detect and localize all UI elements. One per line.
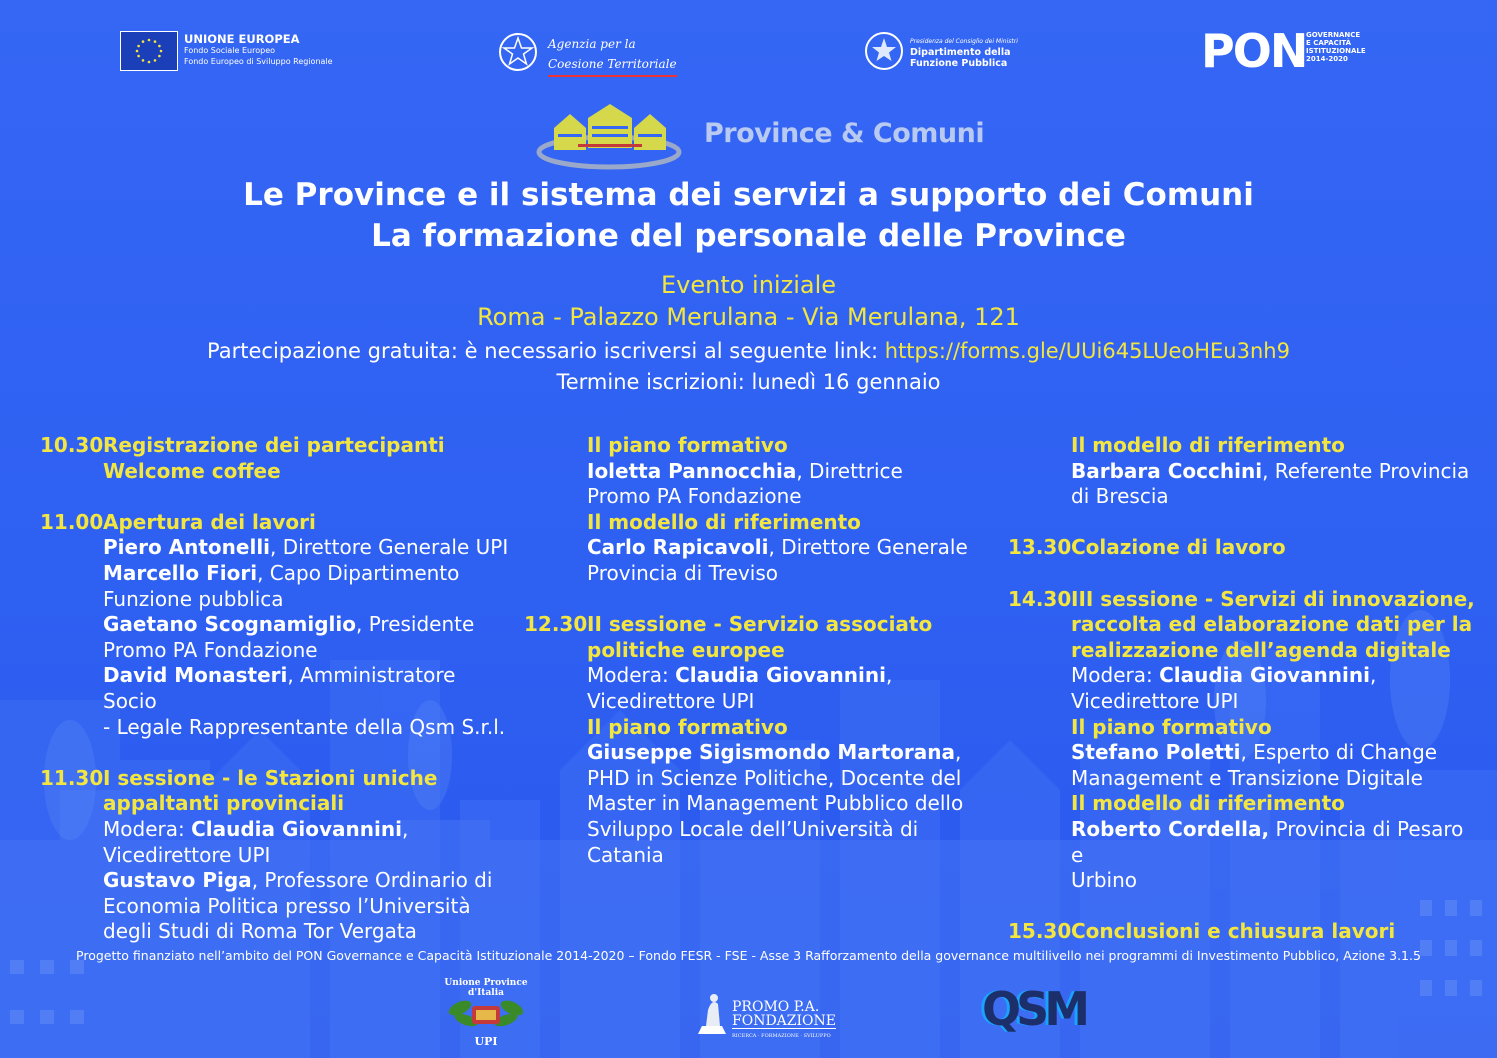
speaker-name: Gaetano Scognamiglio [103,612,356,637]
speaker-role: , Referente Provincia [1262,458,1470,483]
speaker-role: Provincia di Pesaro e [1071,816,1464,867]
speaker-role: Economia Politica presso l’Università [103,893,471,918]
speaker [103,663,510,714]
eu-logo-text [184,33,333,67]
time-label: 12.30 [524,612,588,637]
moderator [1071,663,1478,689]
dfp-line1: Dipartimento della [910,47,1011,58]
speaker [1071,740,1478,766]
session-title: I sessione - le Stazioni uniche [103,765,438,790]
promo-line3: RICERCA · FORMAZIONE · SVILUPPO [732,1033,831,1039]
eu-line1: Fondo Sociale Europeo [184,46,276,55]
time-label: 11.30 [40,765,104,790]
comma: , [401,816,409,841]
event-label: Evento iniziale [660,271,837,299]
speaker [1071,459,1478,485]
speaker-role: Sviluppo Locale dell’Università di [587,816,919,841]
session-title: II sessione - Servizio associato [587,612,933,637]
speaker-role: Provincia di Treviso [587,560,778,585]
upi-emblem-icon [446,990,526,1034]
program-block-1100 [40,510,510,740]
speaker [103,868,510,894]
moderator [587,663,984,689]
speaker [587,535,984,561]
session-title: appaltanti provinciali [103,791,345,816]
program-block-1430 [1008,587,1478,894]
session-title: Colazione di lavoro [1071,535,1286,560]
dfp-line2: Funzione Pubblica [910,58,1008,69]
comma: , [954,740,962,765]
time-label: 15.30 [1008,919,1072,944]
session-title: Apertura dei lavori [103,509,316,534]
speaker-role: Promo PA Fondazione [587,484,802,509]
dfp-logo-text [910,36,1018,69]
project-name: Province & Comuni [704,118,985,149]
speaker-name: Piero Antonelli [103,535,271,560]
session-title: Welcome coffee [103,458,281,483]
pon-subtitle [1306,31,1366,63]
speaker [103,612,510,638]
speaker-role: - Legale Rappresentante della Qsm S.r.l. [103,714,506,739]
speaker-role: , Direttore Generale UPI [270,535,509,560]
speaker-role: PHD in Scienze Politiche, Docente del [587,765,962,790]
eu-title: UNIONE EUROPEA [184,32,300,46]
participation-text: Partecipazione gratuita: è necessario iscriversi al seguente link: [207,339,885,363]
pon-line2: E CAPACITÀ [1306,39,1352,47]
eu-flag-icon [120,31,178,71]
speaker-name: Roberto Cordella, [1071,816,1270,841]
event-place: Roma - Palazzo Merulana - Via Merulana, 121 [477,303,1020,331]
participation-line [0,339,1497,363]
comma: , [885,663,893,688]
speaker-role: Management e Transizione Digitale [1071,765,1423,790]
speaker-role: degli Studi di Roma Tor Vergata [103,919,417,944]
speaker [587,740,984,766]
registration-deadline: Termine iscrizioni: lunedì 16 gennaio [556,370,941,394]
moderator-label: Modera: [1071,663,1160,688]
speaker-name: Claudia Giovannini [675,663,886,688]
act-line1: Agenzia per la [548,37,636,51]
qsm-text: QSM [982,982,1086,1036]
page-title: Le Province e il sistema dei servizi a supporto dei Comuni [243,177,1254,213]
speaker-name: Claudia Giovannini [1159,663,1370,688]
pon-line1: GOVERNANCE [1306,31,1361,39]
pon-line3: ISTITUZIONALE [1306,47,1366,55]
session-title: realizzazione dell’agenda digitale [1071,637,1451,662]
speaker-role: , Direttrice [796,458,903,483]
upi-logo-top: Unione Province d'Italia [444,978,528,998]
program-block-1330 [1008,535,1478,561]
speaker [103,561,510,587]
program-block-continued [1008,433,1478,510]
program-column-1 [40,433,510,945]
speaker-name: Barbara Cocchini [1071,458,1263,483]
session-title: Conclusioni e chiusura lavori [1071,919,1396,944]
speaker-role: , Esperto di Change [1240,740,1438,765]
speaker-role: Vicedirettore UPI [587,688,755,713]
speaker-role: Catania [587,842,664,867]
pon-line4: 2014-2020 [1306,55,1348,63]
subsection-title: Il piano formativo [1071,714,1272,739]
speaker-role: Master in Management Pubblico dello [587,791,964,816]
speaker-role: Vicedirettore UPI [103,842,271,867]
act-logo-text [548,34,677,77]
promo-line1: PROMO P.A. [732,999,820,1015]
italian-republic-emblem-icon [497,30,539,74]
promo-line2: FONDAZIONE [732,1013,836,1029]
speaker-name: Carlo Rapicavoli [587,535,769,560]
speaker-name: Claudia Giovannini [191,816,402,841]
subsection-title: Il piano formativo [587,714,788,739]
moderator-label: Modera: [587,663,676,688]
speaker [1071,817,1478,868]
program-block-1030 [40,433,510,484]
qsm-logo [982,984,1085,1034]
upi-logo-label: UPI [474,1035,498,1048]
speaker-name: Giuseppe Sigismondo Martorana [587,740,955,765]
subsection-title: Il modello di riferimento [587,509,861,534]
moderator-label: Modera: [103,816,192,841]
speaker-name: David Monasteri [103,663,288,688]
subsection-title: Il modello di riferimento [1071,433,1345,457]
speaker-name: Marcello Fiori [103,560,258,585]
page-subtitle: La formazione del personale delle Province [371,218,1126,254]
registration-link[interactable]: https://forms.gle/UUi645LUeoHEu3nh9 [884,339,1290,363]
speaker-role: , Direttore Generale [768,535,968,560]
time-label: 10.30 [40,433,104,457]
program-column-2 [524,433,984,868]
program-block-1130 [40,766,510,945]
promo-pa-logo [732,1000,836,1043]
session-title: politiche europee [587,637,785,662]
program-column-3 [1008,433,1478,945]
subsection-title: Il modello di riferimento [1071,791,1345,816]
speaker [103,535,510,561]
speaker-role: , Professore Ordinario di [251,868,493,893]
session-title: III sessione - Servizi di innovazione, [1071,586,1475,611]
speaker-role: Vicedirettore UPI [1071,688,1239,713]
funding-note: Progetto finanziato nell’ambito del PON Governance e Capacità Istituzionale 2014-2020 – Fondo FESR - FSE - Asse 3 Rafforzamento della governance multilivello nei programmi di Investimento Pubblico, Azione 3.1.5 [76,948,1421,963]
speaker-name: Gustavo Piga [103,868,252,893]
houses-logo-icon [536,100,684,172]
speaker-role: , Presidente [356,612,475,637]
program-block-continued [524,433,984,587]
speaker-role: , Amministratore Socio [103,663,456,713]
act-line2: Coesione Territoriale [548,54,677,77]
eu-line2: Fondo Europeo di Sviluppo Regionale [184,57,333,66]
time-label: 13.30 [1008,535,1072,560]
speaker-role: di Brescia [1071,484,1169,509]
time-label: 11.00 [40,509,104,534]
republic-seal-icon [864,29,904,73]
speaker-name: Stefano Poletti [1071,740,1241,765]
program-block-1230 [524,612,984,868]
session-title: raccolta ed elaborazione dati per la [1071,612,1473,637]
promo-pa-statue-icon [694,990,730,1036]
comma: , [1369,663,1377,688]
program-block-1530 [1008,919,1478,945]
speaker-role: Promo PA Fondazione [103,637,318,662]
speaker-name: Ioletta Pannocchia [587,458,797,483]
time-label: 14.30 [1008,586,1072,611]
pon-logo: PON [1201,24,1307,78]
dfp-small: Presidenza del Consiglio dei Ministri [910,38,1018,45]
speaker-role: , Capo Dipartimento [257,560,460,585]
subsection-title: Il piano formativo [587,433,788,457]
speaker-role: Urbino [1071,868,1138,893]
moderator [103,817,510,843]
speaker [587,459,984,485]
session-title: Registrazione dei partecipanti [103,433,445,457]
speaker-role: Funzione pubblica [103,586,284,611]
